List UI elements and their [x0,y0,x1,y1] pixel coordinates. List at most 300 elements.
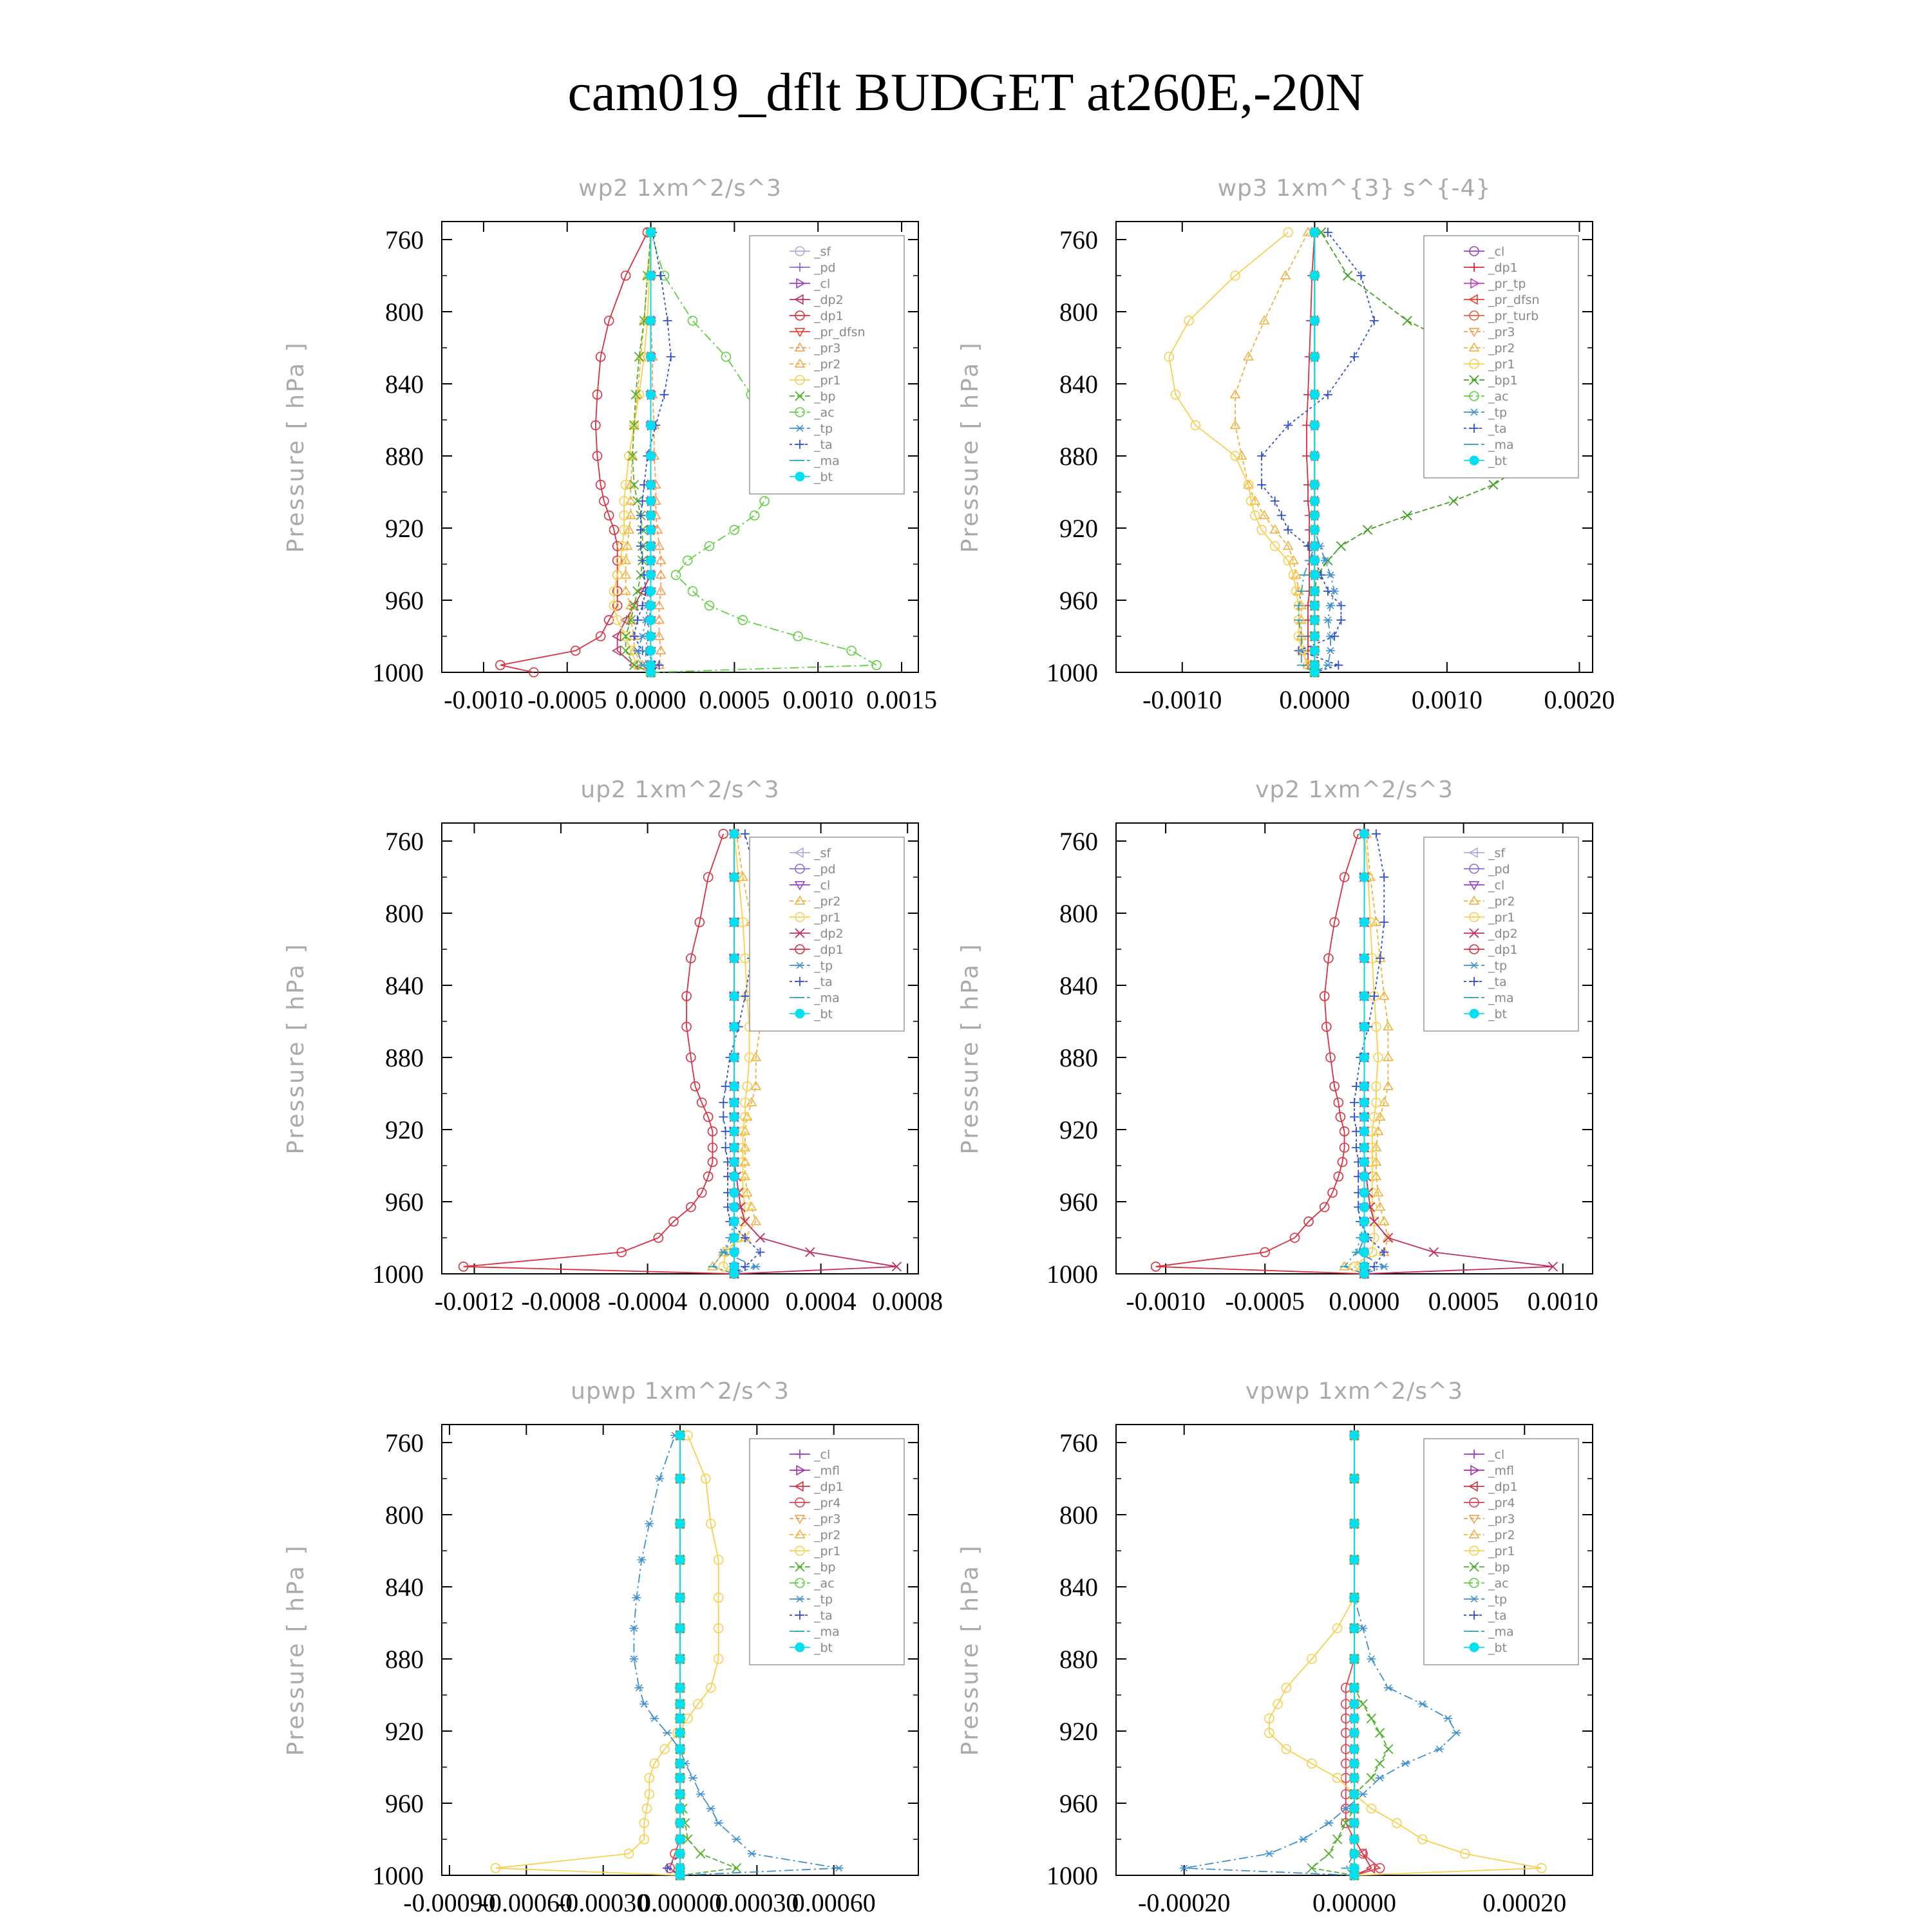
data-point [847,646,856,655]
legend-label: _mfl [814,1464,840,1478]
data-point [1257,451,1266,460]
data-point [752,1264,761,1270]
data-point [1350,1519,1359,1528]
panel-title: wp3 1xm^{3} s^{-4} [1217,175,1492,202]
data-point [1359,1098,1368,1107]
legend-label: _sf [814,846,831,860]
y-tick-label: 1000 [372,1861,424,1890]
data-point [1310,526,1319,535]
legend-label: _ma [1488,1625,1514,1639]
data-point [730,1202,739,1211]
panel-title: vpwp 1xm^2/s^3 [1245,1378,1464,1405]
data-point [688,1775,697,1781]
data-point [1350,1714,1359,1723]
y-tick-label: 800 [1059,1501,1098,1530]
data-point [633,587,642,596]
legend-label: _pr2 [814,357,841,372]
legend-marker [795,1643,804,1652]
data-point [647,632,656,641]
data-point [730,992,739,1001]
data-point [1350,1835,1359,1844]
data-point [647,316,656,325]
y-tick-label: 760 [385,1428,424,1457]
data-point [1350,1790,1359,1799]
data-point [730,1172,739,1181]
y-tick-label: 800 [1059,298,1098,327]
data-point [721,1127,730,1136]
data-point [1372,829,1381,838]
data-point [1265,1851,1274,1857]
data-point [1359,1053,1368,1062]
legend-label: _bt [814,1007,833,1021]
data-point [1310,616,1319,625]
data-point [760,497,769,506]
data-point [721,1082,730,1091]
data-point [647,271,656,280]
legend-marker [795,472,804,481]
legend-label: _bt [814,470,833,484]
series-line-tp [1184,1435,1457,1875]
legend-label: _cl [1488,878,1505,893]
data-point [676,1555,685,1564]
legend-label: _pr1 [814,1544,841,1558]
data-point [688,316,697,325]
x-tick-label: -0.00020 [1138,1888,1231,1917]
data-point [1350,1700,1359,1709]
data-point [1334,661,1343,670]
legend-label: _dp2 [1488,927,1518,941]
data-point [1336,601,1345,610]
data-point [1359,1172,1368,1181]
data-point [676,1714,685,1723]
x-tick-label: -0.0005 [527,685,607,714]
data-point [835,1865,844,1871]
legend-label: _cl [1488,245,1505,259]
data-point [676,1683,685,1692]
legend-label: _pr1 [1488,911,1515,925]
data-point [1350,1624,1359,1633]
data-point [647,646,656,655]
data-point [1350,352,1359,361]
data-point [1359,1247,1368,1256]
data-point [1403,316,1412,325]
data-point [676,1759,685,1768]
legend-label: _bp1 [1488,374,1518,388]
data-point [1310,316,1319,325]
data-point [647,601,656,610]
y-tick-label: 920 [385,1115,424,1144]
data-point [647,556,656,565]
data-point [647,390,656,399]
data-point [1359,1082,1368,1091]
y-tick-label: 760 [385,225,424,254]
data-point [1310,587,1319,596]
y-tick-label: 1000 [372,1260,424,1289]
data-point [1336,616,1345,625]
data-point [1359,1262,1368,1271]
data-point [1356,271,1365,280]
data-point [647,526,656,535]
x-tick-label: 0.0010 [1527,1287,1598,1316]
legend-label: _ac [1488,1577,1509,1591]
legend-label: _ta [1488,975,1507,989]
x-tick-label: -0.0010 [444,685,524,714]
data-point [1358,1625,1367,1632]
data-point [1310,571,1319,580]
legend-label: _bt [1488,1641,1508,1655]
legend-label: _pr2 [814,895,841,909]
x-tick-label: -0.0010 [1126,1287,1206,1316]
data-point [1359,1188,1368,1197]
data-point [636,526,645,535]
data-point [613,646,621,655]
data-point [1277,511,1286,520]
x-tick-label: 0.0004 [785,1287,857,1316]
y-tick-label: 760 [385,827,424,856]
x-tick-label: 0.0020 [1544,685,1615,714]
data-point [755,1233,764,1242]
legend-marker [1470,456,1479,465]
y-tick-label: 880 [385,1645,424,1674]
legend-label: _dp1 [814,943,844,957]
data-point [1350,1474,1359,1483]
legend-label: _ta [814,438,833,452]
legend-label: _cl [1488,1448,1505,1462]
legend-label: _pr2 [1488,1528,1515,1542]
y-tick-label: 960 [385,1789,424,1818]
y-tick-label: 880 [1059,442,1098,471]
legend-label: _pd [814,862,836,876]
y-tick-label: 960 [385,586,424,615]
data-point [741,992,750,1001]
data-point [732,1864,741,1873]
data-point [647,421,656,430]
data-point [676,1593,685,1602]
legend-label: _ma [814,991,840,1005]
data-point [1310,511,1319,520]
data-point [1359,1143,1368,1152]
data-point [656,271,665,280]
data-point [721,1143,730,1152]
legend-label: _dp1 [814,309,844,323]
data-point [730,1233,739,1242]
data-point [730,1217,739,1226]
data-point [676,1774,685,1783]
data-point [1359,918,1368,927]
data-point [714,1820,723,1826]
data-point [1283,421,1293,430]
y-tick-label: 800 [385,1501,424,1530]
legend-label: _dp1 [1488,1480,1518,1494]
data-point [676,1804,685,1813]
data-point [730,1157,739,1166]
data-point [1350,1098,1359,1107]
legend-label: _pr_dfsn [814,325,866,339]
legend-label: _pd [1488,862,1510,876]
x-tick-label: 0.0005 [699,685,770,714]
data-point [1336,542,1345,551]
legend-label: _mfl [1488,1464,1514,1478]
legend-label: _ta [1488,422,1507,436]
data-point [1443,1716,1452,1722]
data-point [730,873,739,882]
data-point [1310,451,1319,460]
y-tick-label: 800 [385,899,424,928]
x-tick-label: -0.00030 [556,1888,650,1917]
x-tick-label: 0.0000 [699,1287,770,1316]
data-point [676,1849,685,1858]
data-point [676,1745,685,1754]
data-point [730,954,739,963]
y-tick-label: 920 [1059,1115,1098,1144]
legend-label: _pr_turb [1488,309,1539,323]
data-point [683,556,692,565]
legend-label: _pr2 [814,1528,841,1542]
data-point [676,1654,685,1663]
legend-label: _pr2 [1488,341,1515,355]
data-point [1350,1593,1359,1602]
data-point [1359,829,1368,838]
x-tick-label: 0.0015 [866,685,938,714]
legend-label: _pr_tp [1488,277,1526,291]
data-point [1350,1819,1359,1828]
legend-label: _bp [814,390,836,404]
legend-label: _pr2 [1488,895,1515,909]
data-point [639,1701,649,1707]
data-point [676,1474,685,1483]
data-point [621,632,630,641]
panel-title: up2 1xm^2/s^3 [580,777,780,803]
y-axis-label: Pressure [ hPa ] [957,341,983,553]
legend-label: _tp [1488,1593,1508,1607]
data-point [672,571,681,580]
data-point [719,1098,728,1107]
panel-title: vp2 1xm^2/s^3 [1255,777,1454,803]
legend-label: _tp [1488,406,1508,420]
data-point [647,511,656,520]
data-point [741,1217,750,1226]
legend-label: _bp [1488,1560,1510,1575]
data-point [1350,1849,1359,1858]
y-tick-label: 840 [1059,370,1098,399]
y-tick-label: 840 [385,1573,424,1602]
x-tick-label: 0.0010 [1411,685,1482,714]
data-point [659,390,668,399]
legend-label: _cl [814,1448,831,1462]
data-point [676,1819,685,1828]
data-point [750,511,759,520]
legend-label: _ma [1488,991,1514,1005]
data-point [1310,661,1319,670]
data-point [1350,1555,1359,1564]
x-tick-label: 0.0000 [1279,685,1350,714]
data-point [1384,1745,1393,1754]
x-tick-label: -0.00090 [403,1888,496,1917]
panel-6 [957,1378,1593,1917]
y-axis-label: Pressure [ hPa ] [283,1544,309,1756]
data-point [1359,1022,1368,1031]
data-point [647,587,656,596]
data-point [1359,873,1368,882]
data-point [793,632,802,641]
data-point [1367,1774,1376,1783]
data-point [663,1730,672,1736]
data-point [676,1728,685,1738]
y-axis-label: Pressure [ hPa ] [283,942,309,1155]
data-point [730,1127,739,1136]
data-point [1350,1728,1359,1738]
legend-label: _cl [814,878,831,893]
data-point [1323,587,1332,596]
legend-label: _pr4 [814,1496,841,1510]
legend-label: _pr3 [814,341,841,355]
y-tick-label: 920 [1059,514,1098,543]
x-tick-label: 0.00030 [715,1888,799,1917]
data-point [1310,646,1319,655]
y-tick-label: 960 [1059,1188,1098,1217]
data-point [667,352,676,361]
y-axis-label: Pressure [ hPa ] [957,942,983,1155]
data-point [1310,390,1319,399]
y-tick-label: 840 [385,971,424,1000]
legend-label: _ac [1488,390,1509,404]
data-point [1376,1759,1385,1768]
data-point [1359,992,1368,1001]
y-tick-label: 880 [1059,1043,1098,1072]
legend-label: _sf [814,245,831,259]
data-point [730,829,739,838]
y-tick-label: 760 [1059,827,1098,856]
legend-label: _tp [1488,959,1508,973]
data-point [1370,316,1379,325]
legend-label: _tp [814,1593,833,1607]
legend-label: _tp [814,959,833,973]
data-point [676,1864,685,1873]
legend-label: _ta [814,1609,833,1623]
legend-label: _pr1 [814,911,841,925]
data-point [638,601,647,610]
panel-title: upwp 1xm^2/s^3 [571,1378,790,1405]
data-point [730,1112,739,1121]
data-point [647,661,656,670]
data-point [730,918,739,927]
panel-4 [957,777,1598,1316]
legend-label: _cl [814,277,831,291]
data-point [676,1519,685,1528]
legend-label: _bp [814,1560,836,1575]
data-point [1310,601,1319,610]
data-point [1333,1835,1342,1844]
data-point [1370,1262,1379,1271]
data-point [647,480,656,489]
data-point [730,1143,739,1152]
y-tick-label: 920 [385,514,424,543]
data-point [706,1806,715,1812]
x-tick-label: -0.0005 [1225,1287,1305,1316]
data-point [1359,1112,1368,1121]
data-point [730,1053,739,1062]
data-point [1403,511,1412,520]
x-tick-label: -0.00060 [480,1888,573,1917]
y-tick-label: 920 [385,1717,424,1746]
figure-title: cam019_dflt BUDGET at260E,-20N [567,62,1365,122]
legend-label: _bt [814,1641,833,1655]
legend-label: _ac [814,1577,835,1591]
y-axis-label: Pressure [ hPa ] [957,1544,983,1756]
data-point [647,497,656,506]
data-point [1310,480,1319,489]
x-tick-label: 0.0005 [1428,1287,1499,1316]
data-point [676,1431,685,1440]
data-point [1367,1656,1376,1662]
y-tick-label: 880 [1059,1645,1098,1674]
x-tick-label: 0.0000 [615,685,687,714]
data-point [676,1700,685,1709]
data-point [676,1624,685,1633]
y-tick-label: 760 [1059,225,1098,254]
legend-label: _pr4 [1488,1496,1515,1510]
data-point [1384,1685,1393,1691]
data-point [663,316,672,325]
legend-label: _dp2 [814,293,844,307]
legend-label: _sf [1488,846,1506,860]
x-tick-label: 0.0000 [1329,1287,1400,1316]
legend-label: _ta [814,975,833,989]
y-tick-label: 800 [1059,899,1098,928]
x-tick-label: -0.0008 [521,1287,601,1316]
x-tick-label: -0.0012 [434,1287,515,1316]
x-tick-label: 0.00020 [1482,1888,1567,1917]
data-point [1310,421,1319,430]
data-point [647,228,656,237]
legend-label: _pr_dfsn [1488,293,1540,307]
y-tick-label: 880 [385,1043,424,1072]
data-point [1350,1683,1359,1692]
y-tick-label: 760 [1059,1428,1098,1457]
data-point [1367,1714,1376,1723]
y-tick-label: 1000 [1046,658,1098,687]
data-point [1323,390,1332,399]
y-tick-label: 1000 [372,658,424,687]
data-point [696,1849,705,1858]
data-point [621,646,630,655]
data-point [1350,1759,1359,1768]
x-tick-label: 0.0010 [782,685,854,714]
data-point [719,1112,728,1121]
panel-2 [957,175,1615,714]
data-point [650,1716,659,1722]
data-point [1350,1112,1359,1121]
data-point [1310,556,1319,565]
data-point [1310,497,1319,506]
data-point [1330,632,1339,641]
data-point [1363,526,1372,535]
data-point [730,1188,739,1197]
data-point [1310,271,1319,280]
data-point [647,571,656,580]
y-tick-label: 960 [1059,1789,1098,1818]
data-point [730,1247,739,1256]
data-point [1343,271,1352,280]
data-point [1359,1157,1368,1166]
legend-label: _dp2 [814,927,844,941]
data-point [636,542,645,551]
legend-marker [1470,1643,1479,1652]
data-point [1310,352,1319,361]
x-tick-label: 0.00000 [1312,1888,1396,1917]
data-point [676,1790,685,1799]
data-point [1310,542,1319,551]
